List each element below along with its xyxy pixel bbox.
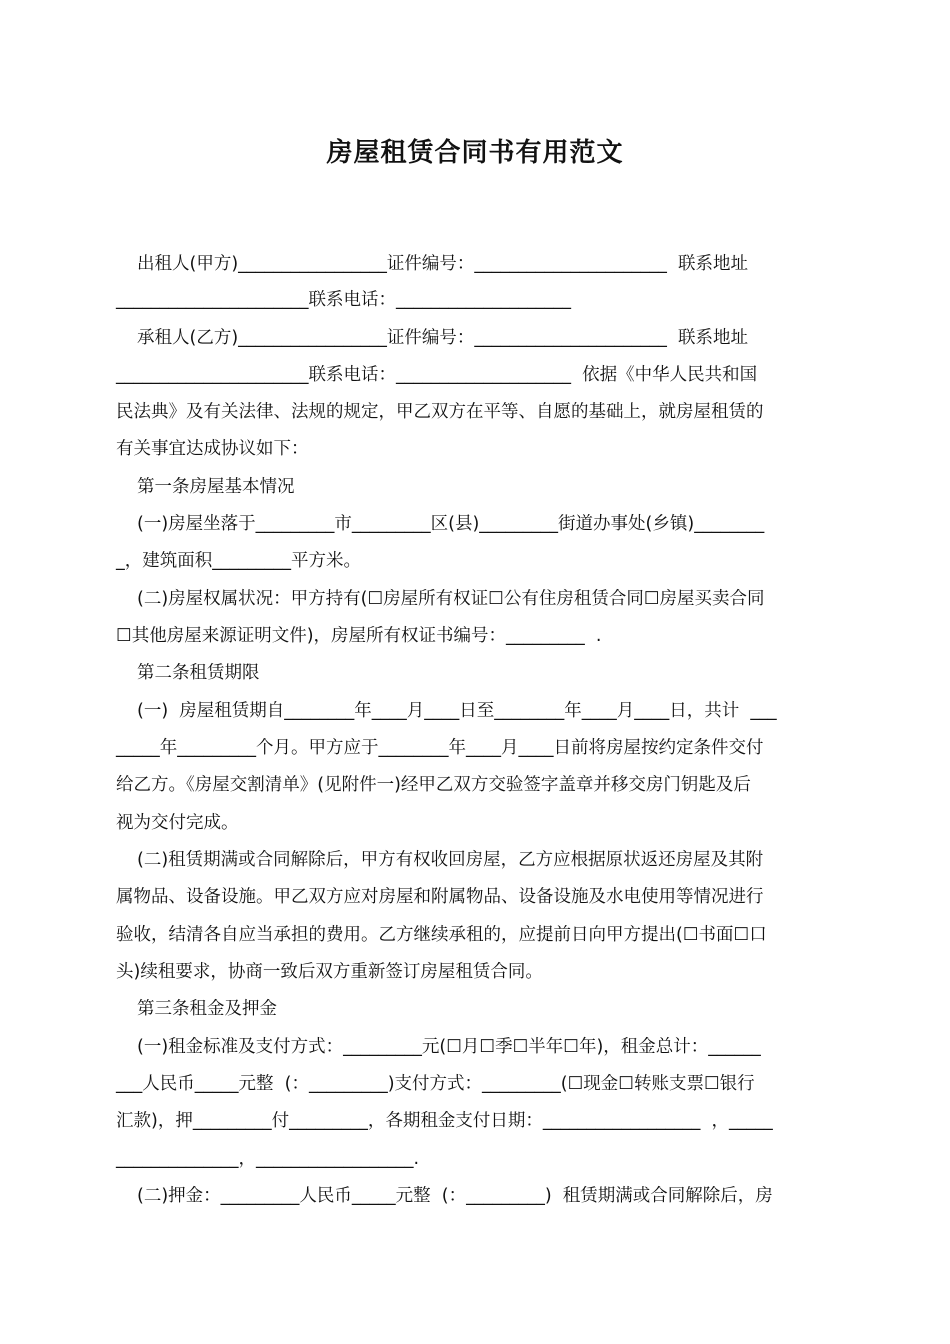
article-3-heading: 第三条租金及押金: [137, 999, 277, 1019]
article-2-clause-1: (一) 房屋租赁期自________年____月____日至________年____月____日，共计 ___: [137, 701, 777, 721]
preamble-line-end: 有关事宜达成协议如下：: [116, 439, 309, 459]
article-2-clause-1-cont: _____年_________个月。甲方应于________年____月____日前将房屋按约定条件交付: [116, 738, 764, 758]
article-2-clause-1-cont: 给乙方。《房屋交割清单》(见附件一)经甲乙双方交验签字盖章并移交房门钥匙及后: [116, 775, 751, 795]
article-1-clause-1: (一)房屋坐落于_________市_________区(县)_________街道办事处(乡镇)________: [137, 514, 765, 534]
article-3-clause-1-end: ______________，__________________.: [116, 1149, 420, 1169]
article-2-clause-2-cont: 验收，结清各自应当承担的费用。乙方继续承租的，应提前日向甲方提出(☐书面☐口: [116, 925, 767, 945]
landlord-line: 出租人(甲方)_________________证件编号：______________________ 联系地址: [137, 254, 749, 274]
tenant-line: 承租人(乙方)_________________证件编号：______________________ 联系地址: [137, 328, 749, 348]
article-2-clause-2-cont: 属物品、设备设施。甲乙双方应对房屋和附属物品、设备设施及水电使用等情况进行: [116, 887, 764, 907]
article-2-clause-2-end: 头)续租要求，协商一致后双方重新签订房屋租赁合同。: [116, 962, 543, 982]
tenant-contact-line: ______________________联系电话：____________________ 依据《中华人民共和国: [116, 365, 758, 385]
article-1-clause-2-cont: ☐其他房屋来源证明文件)，房屋所有权证书编号：_________ .: [116, 626, 602, 646]
article-1-clause-1-cont: _，建筑面积_________平方米。: [116, 551, 361, 571]
article-2-clause-2: (二)租赁期满或合同解除后，甲方有权收回房屋，乙方应根据原状返还房屋及其附: [137, 850, 764, 870]
article-2-heading: 第二条租赁期限: [137, 663, 260, 683]
article-3-clause-2: (二)押金：_________人民币_____元整 (：_________) 租赁期满或合同解除后，房: [137, 1186, 773, 1206]
document-title: 房屋租赁合同书有用范文: [326, 138, 624, 168]
article-2-clause-1-end: 视为交付完成。: [116, 813, 239, 833]
landlord-contact-line: ______________________联系电话：____________________: [116, 290, 571, 310]
article-3-clause-1-cont: ___人民币_____元整 (：_________)支付方式：_________(☐现金☐转账支票☐银行: [116, 1074, 755, 1094]
article-3-clause-1-cont: 汇款)，押_________付_________，各期租金支付日期：__________________ ，_____: [116, 1111, 773, 1131]
article-3-clause-1: (一)租金标准及支付方式：_________元(☐月☐季☐半年☐年)，租金总计：______: [137, 1037, 761, 1057]
article-1-clause-2: (二)房屋权属状况：甲方持有(☐房屋所有权证☐公有住房租赁合同☐房屋买卖合同: [137, 589, 765, 609]
article-1-heading: 第一条房屋基本情况: [137, 477, 295, 497]
preamble-line: 民法典》及有关法律、法规的规定，甲乙双方在平等、自愿的基础上，就房屋租赁的: [116, 402, 764, 422]
